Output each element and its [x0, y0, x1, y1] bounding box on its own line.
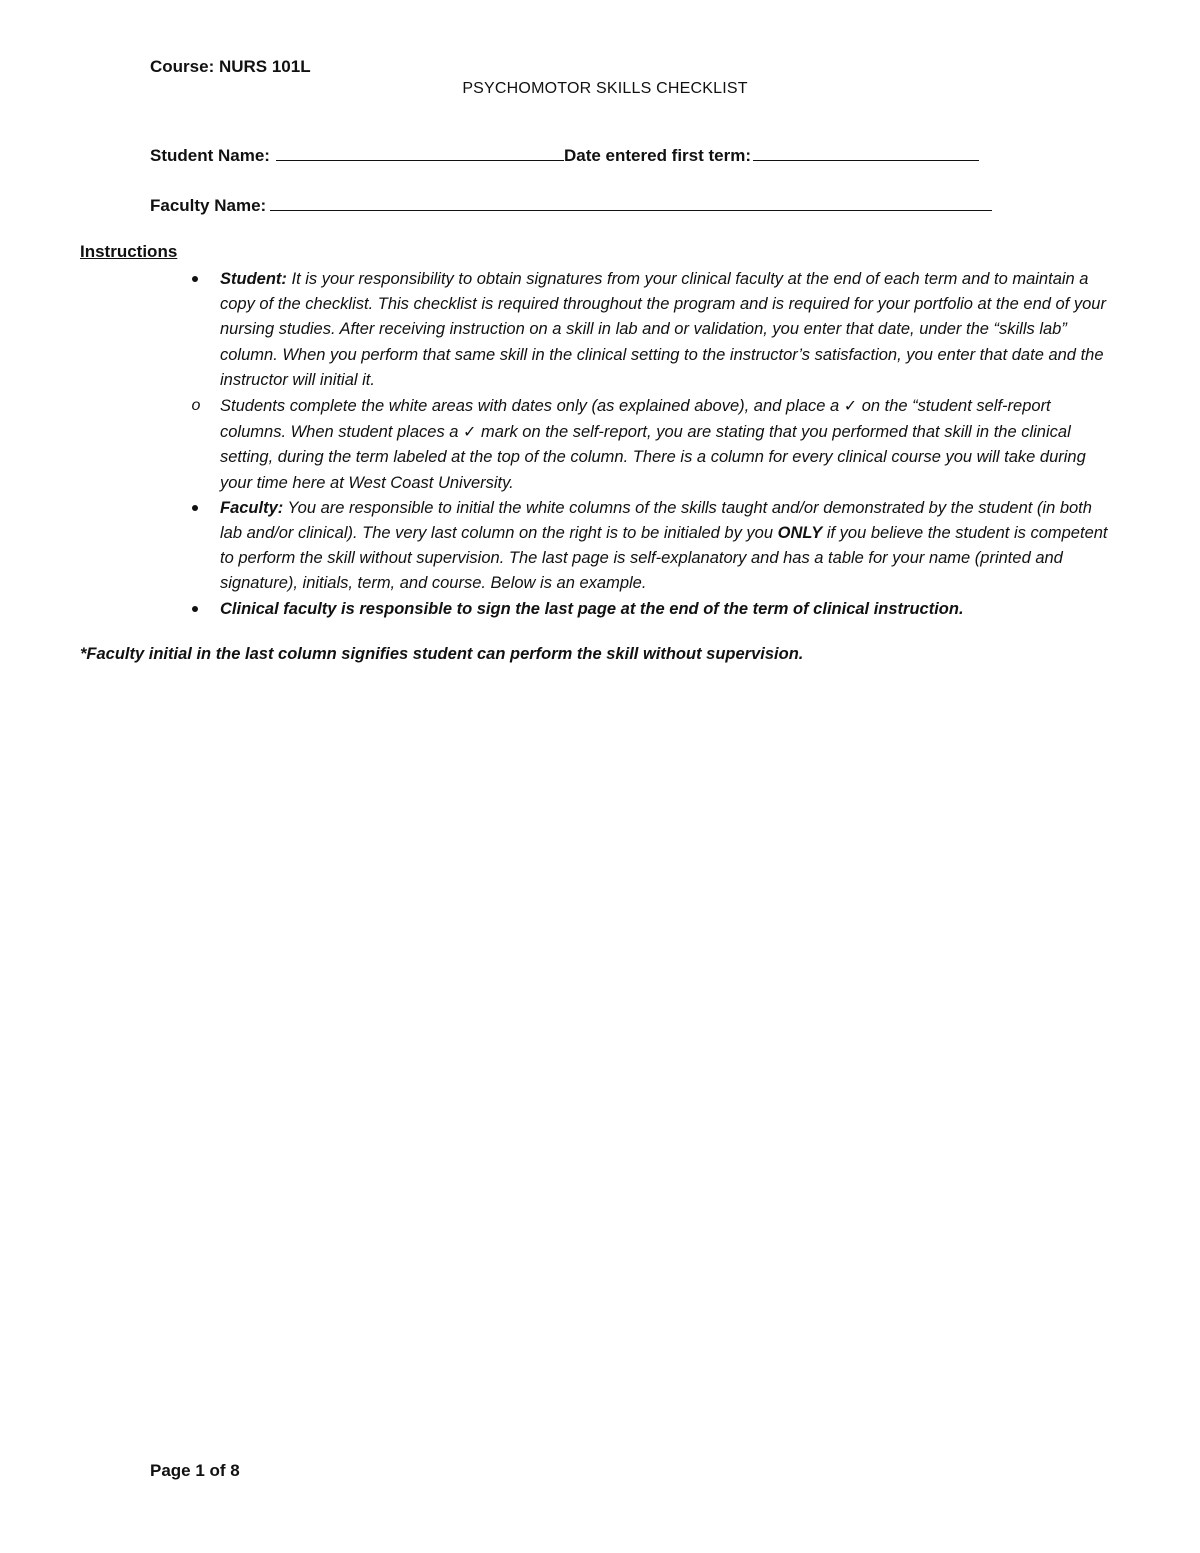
list-item-student [180, 267, 1110, 393]
self-report-text-1: Students complete the white areas with dates only (as explained above), and place a [220, 397, 844, 416]
course-label: Course: NURS 101L [150, 57, 311, 76]
student-name-blank[interactable] [276, 144, 564, 161]
clinical-text: Clinical faculty is responsible to sign the last page at the end of the term of clinical instruction. [220, 599, 964, 618]
faculty-only-emphasis: ONLY [777, 524, 823, 543]
faculty-text-1: You are responsible to initial the white columns of the skills taught and/or demonstrated by the student (in both lab and/or clinical). The very last column on the right is to be initialed by you [220, 498, 1092, 543]
faculty-name-blank[interactable] [270, 194, 992, 211]
list-item-faculty [180, 496, 1110, 597]
page-title: PSYCHOMOTOR SKILLS CHECKLIST [462, 80, 748, 97]
list-item-clinical [180, 597, 1110, 622]
student-info-row [150, 144, 979, 166]
student-text: It is your responsibility to obtain signatures from your clinical faculty at the end of each term and to maintain a copy of the checklist. This checklist is required throughout the program and is required for your portfolio at the end of your nursing studies. After receiving instruction on a skill in lab and or validation, you enter that date, under the “skills lab” column. When you perform that same skill in the clinical setting to the instructor’s satisfaction, you enter that date and the instructor will initial it. [220, 270, 1106, 389]
footnote: *Faculty initial in the last column signifies student can perform the skill without supervision. [80, 645, 804, 663]
student-name-label: Student Name: [150, 146, 270, 165]
checkmark-icon: ✓ [463, 422, 477, 442]
list-item-self-report [180, 393, 1110, 496]
student-label: Student: [220, 270, 287, 288]
faculty-info-row [150, 194, 992, 216]
page-number: Page 1 of 8 [150, 1461, 240, 1480]
date-entered-label: Date entered first term: [563, 146, 752, 165]
circle-marker-icon: o [191, 397, 201, 415]
self-report-text-2: on the “student self-report columns. When student places a [220, 397, 1051, 442]
faculty-name-label: Faculty Name: [150, 196, 267, 215]
date-entered-blank[interactable] [753, 144, 979, 161]
faculty-text-2: if you believe the student is competent to perform the skill without supervision. The last page is self-explanatory and has a table for your name (printed and signature), initials, term, and course. Below is an example. [220, 524, 1108, 593]
faculty-label: Faculty: [220, 498, 284, 517]
checkmark-icon: ✓ [843, 396, 858, 416]
self-report-text-3: mark on the self-report, you are stating that you performed that skill in the clinical setting, during the term labeled at the top of the column. There is a column for every clinical course you will take during your time here at West Coast University. [220, 423, 1086, 492]
instructions-list [180, 267, 1110, 622]
instructions-heading: Instructions [80, 242, 178, 261]
